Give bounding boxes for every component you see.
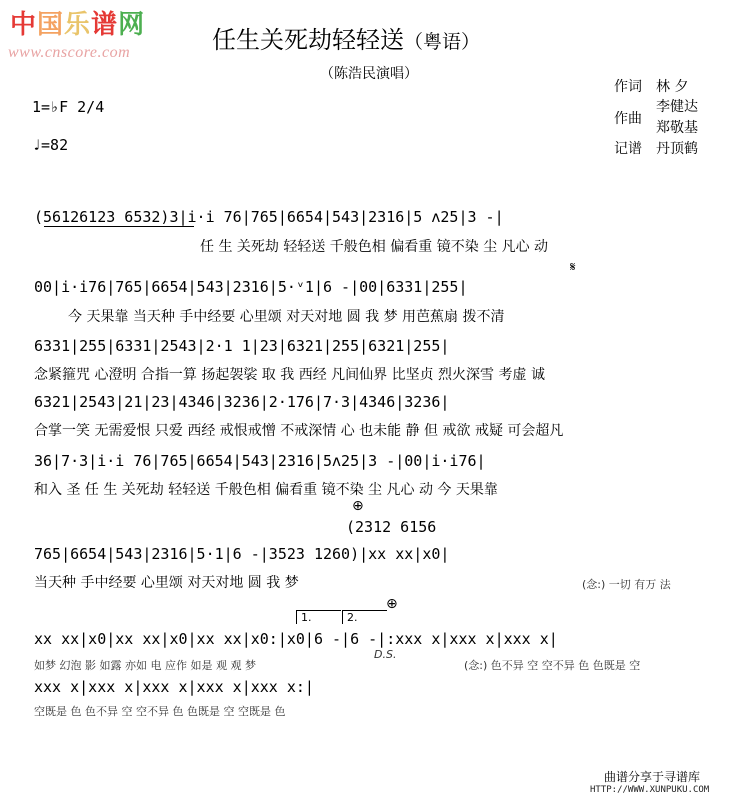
watermark-char: 谱 <box>91 10 119 40</box>
score-row-5-notes: 36|7·3|i·i 76|765|6654|543|2316|5ʌ25|3 -|00|i·i76| <box>34 452 486 470</box>
score-row-6-notes: 765|6654|543|2316|5·1|6 -|3523 1260)|xx xx|x0| <box>34 545 450 563</box>
transcriber-label: 记谱 <box>614 141 642 157</box>
score-row-2-lyrics: 今 天果靠 当天种 手中经要 心里颂 对天对地 圆 我 梦 用芭蕉扇 拨不清 <box>68 309 505 325</box>
watermark-char: 乐 <box>64 10 92 40</box>
song-title-text: 任生关死劫轻轻送 <box>212 26 404 54</box>
score-row-3-lyrics: 念紧箍咒 心澄明 合指一算 扬起袈裟 取 我 西经 凡间仙界 比坚贞 烈火深雪 考虚 诚 <box>34 367 545 383</box>
score-row-8-notes: xxx x|xxx x|xxx x|xxx x|xxx x:| <box>34 678 314 696</box>
second-ending: 2. <box>342 610 387 624</box>
chant-1: (念:) 一切 有万 法 <box>582 578 671 591</box>
footer-share-text: 曲谱分享于寻谱库 <box>604 770 701 784</box>
composer-name-2: 郑敬基 <box>656 120 698 136</box>
score-row-8-lyrics: 空既是 色 色不异 空 空不异 色 色既是 空 空既是 色 <box>34 705 286 718</box>
score-row-4-lyrics: 合掌一笑 无需爱恨 只爱 西经 戒恨戒憎 不戒深情 心 也未能 静 但 戒欲 戒疑 可会超凡 <box>34 423 564 439</box>
chant-2: (念:) 色不异 空 空不异 色 色既是 空 <box>464 659 641 672</box>
key-signature: 1=♭F 2/4 <box>32 98 105 116</box>
score-row-1-notes: (56126123 6532)3|i·i 76|765|6654|543|2316|5 ʌ25|3 -| <box>34 208 504 226</box>
transcriber-name: 丹顶鹤 <box>656 141 698 157</box>
composer-name-1: 李健达 <box>656 99 698 115</box>
composer-label: 作曲 <box>614 111 642 127</box>
lyricist-label: 作词 <box>614 79 642 95</box>
score-row-6-lyrics: 当天种 手中经要 心里颂 对天对地 圆 我 梦 <box>34 575 299 591</box>
score-row-4-notes: 6321|2543|21|23|4346|3236|2·176|7·3|4346|3236| <box>34 393 450 411</box>
segno-sign: 𝄋 <box>570 260 576 275</box>
tempo-marking: ♩=82 <box>32 136 69 154</box>
watermark-char: 国 <box>37 10 65 40</box>
score-row-7-lyrics: 如梦 幻泡 影 如露 亦如 电 应作 如是 观 观 梦 <box>34 659 256 672</box>
score-row-3-notes: 6331|255|6331|2543|2·1 1|23|6321|255|6321|255| <box>34 337 450 355</box>
ds-label: D.S. <box>374 648 397 661</box>
lyricist-name: 林 夕 <box>656 79 689 95</box>
first-ending: 1. <box>296 610 341 624</box>
watermark-url: www.cnscore.com <box>8 44 131 61</box>
song-title <box>212 20 480 55</box>
watermark-site-name <box>10 4 145 41</box>
watermark-char: 网 <box>118 10 146 40</box>
score-row-5-lyrics: 和入 圣 任 生 关死劫 轻轻送 千般色相 偏看重 镜不染 尘 凡心 动 今 天果靠 <box>34 482 498 498</box>
coda-sign-2: ⊕ <box>386 596 398 612</box>
score-row-2-notes: 00|i·i76|765|6654|543|2316|5·ᵛ1|6 -|00|6331|255| <box>34 278 468 296</box>
footer-url[interactable]: HTTP://WWW.XUNPUKU.COM <box>590 785 710 795</box>
score-row-1-lyrics: 任 生 关死劫 轻轻送 千般色相 偏看重 镜不染 尘 凡心 动 <box>200 239 549 255</box>
song-title-suffix: （粤语） <box>404 31 481 53</box>
coda-sign: ⊕ <box>352 498 364 514</box>
repeat-section-notes: (2312 6156 <box>346 518 437 536</box>
watermark-char: 中 <box>10 10 38 40</box>
singer-credit: （陈浩民演唱） <box>320 66 418 82</box>
score-row-7-notes: xx xx|x0|xx xx|x0|xx xx|x0:|x0|6 -|6 -|:xxx x|xxx x|xxx x| <box>34 630 558 648</box>
